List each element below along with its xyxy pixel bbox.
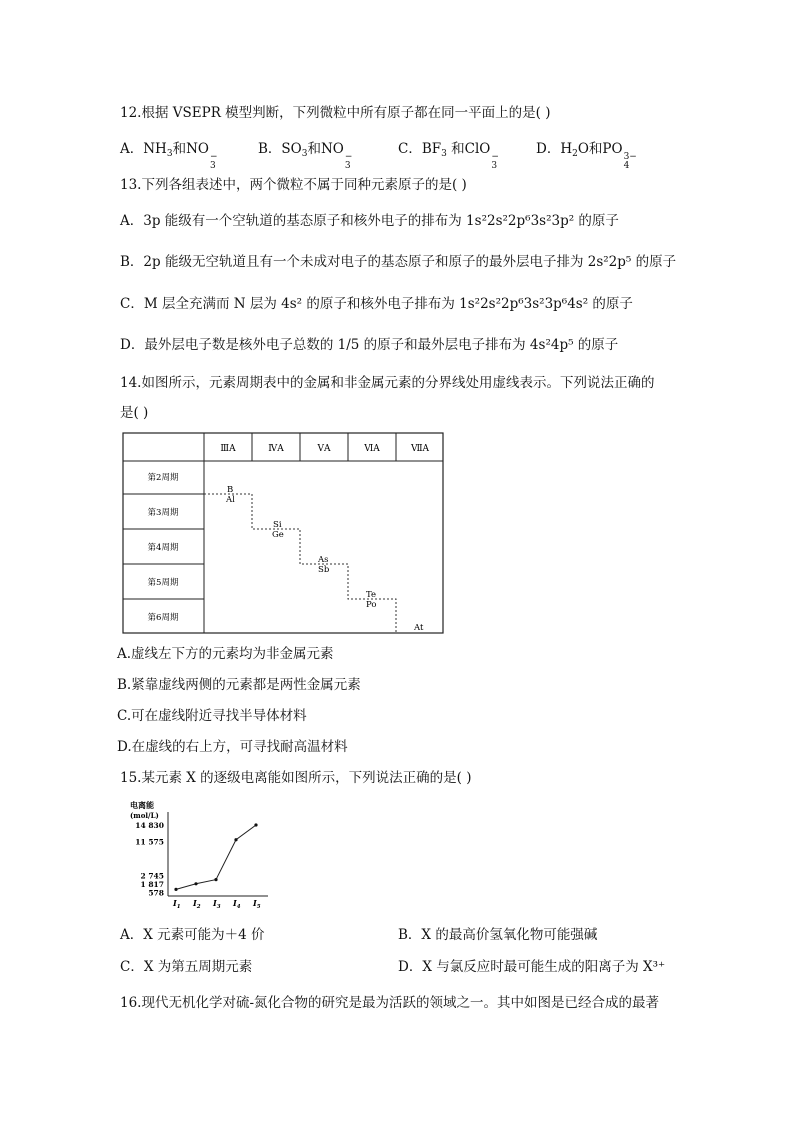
q13-option-b: B．2p 能级无空轨道且有一个未成对电子的基态原子和原子的最外层电子排为 2s²2p⁵ 的原子: [120, 254, 677, 270]
data-point-I1: [174, 888, 177, 891]
q13-option-d: D．最外层电子数是核外电子总数的 1/5 的原子和最外层电子排布为 4s²4p⁵ 的原子: [120, 337, 619, 353]
element-sb: Sb: [318, 565, 330, 575]
period-label-4: 第4周期: [147, 543, 179, 553]
element-si: Si: [273, 520, 282, 530]
q15-option-b: B．X 的最高价氢氧化物可能强碱: [398, 927, 598, 943]
y-tick-label: 1 817: [140, 879, 164, 889]
group-header-3a: ⅢA: [220, 444, 236, 454]
q14-option-d: D.在虚线的右上方，可寻找耐高温材料: [117, 739, 348, 755]
q14-option-c: C.可在虚线附近寻找半导体材料: [117, 708, 307, 724]
x-tick-label: $I_1$: [173, 898, 181, 910]
q14-option-a: A.虚线左下方的元素均为非金属元素: [117, 646, 334, 662]
q12-option-c: C．$BF_3$ 和ClO − 3: [398, 141, 499, 171]
q14-option-b: B.紧靠虚线两侧的元素都是两性金属元素: [117, 677, 361, 693]
y-tick-label: 2 745: [140, 871, 164, 881]
data-point-I4: [234, 838, 237, 841]
y-tick-label: 14 830: [135, 821, 164, 831]
q14-stem-line1: 14.如图所示，元素周期表中的金属和非金属元素的分界线处用虚线表示。下列说法正确的: [120, 375, 655, 391]
q13-option-a: A．3p 能级有一个空轨道的基态原子和核外电子的排布为 1s²2s²2p⁶3s²3p² 的原子: [120, 213, 619, 229]
metal-nonmetal-boundary: [204, 494, 396, 633]
chart-yunit: (mol/L): [130, 811, 159, 820]
x-tick-label: $I_5$: [253, 898, 261, 910]
data-point-I3: [214, 878, 217, 881]
element-as: As: [318, 555, 329, 565]
element-ge: Ge: [272, 530, 284, 540]
x-tick-label: $I_3$: [213, 898, 221, 910]
chart-ylabel: 电离能: [130, 800, 154, 810]
element-al: Al: [226, 495, 235, 505]
x-tick-label: $I_4$: [233, 898, 241, 910]
q13-stem: 13.下列各组表述中，两个微粒不属于同种元素原子的是( ): [120, 177, 467, 193]
q14-stem-line2: 是( ): [120, 405, 149, 421]
element-te: Te: [366, 590, 377, 600]
data-point-I5: [254, 823, 257, 826]
period-label-5: 第5周期: [147, 578, 179, 588]
q16-stem: 16.现代无机化学对硫-氮化合物的研究是最为活跃的领域之一。其中如图是已经合成的最著: [120, 995, 660, 1011]
group-header-7a: ⅦA: [410, 444, 430, 454]
element-at: At: [414, 623, 424, 633]
q12-option-b: B．$SO_3$和NO − 3: [258, 141, 353, 171]
x-tick-label: $I_2$: [193, 898, 201, 910]
period-label-2: 第2周期: [147, 473, 179, 483]
ionization-energy-chart: [128, 800, 278, 912]
q15-option-a: A．X 元素可能为＋4 价: [120, 927, 265, 943]
y-tick-label: 11 575: [135, 837, 164, 847]
q15-stem: 15.某元素 X 的逐级电离能如图所示，下列说法正确的是( ): [120, 770, 472, 786]
q15-option-d: D．X 与氯反应时最可能生成的阳离子为 X³⁺: [398, 959, 666, 975]
q12-option-d: D．$H_2O$和PO 3− 4: [536, 141, 637, 171]
periodic-table-figure: [122, 432, 444, 635]
data-point-I2: [194, 882, 197, 885]
q12-stem: 12.根据 VSEPR 模型判断，下列微粒中所有原子都在同一平面上的是( ): [120, 105, 551, 121]
group-header-4a: ⅣA: [268, 444, 284, 454]
y-tick-label: 578: [148, 888, 164, 898]
element-po: Po: [366, 600, 377, 610]
q13-option-c: C．M 层全充满而 N 层为 4s² 的原子和核外电子排布为 1s²2s²2p⁶3s²3p⁶4s² 的原子: [120, 296, 633, 312]
q12-option-a: A．$NH_3$和NO − 3: [120, 141, 218, 171]
q15-option-c: C．X 为第五周期元素: [120, 959, 253, 975]
element-b: B: [227, 485, 234, 495]
period-label-6: 第6周期: [147, 613, 179, 623]
group-header-5a: ⅤA: [317, 444, 331, 454]
group-header-6a: ⅥA: [364, 444, 380, 454]
period-label-3: 第3周期: [147, 508, 179, 518]
